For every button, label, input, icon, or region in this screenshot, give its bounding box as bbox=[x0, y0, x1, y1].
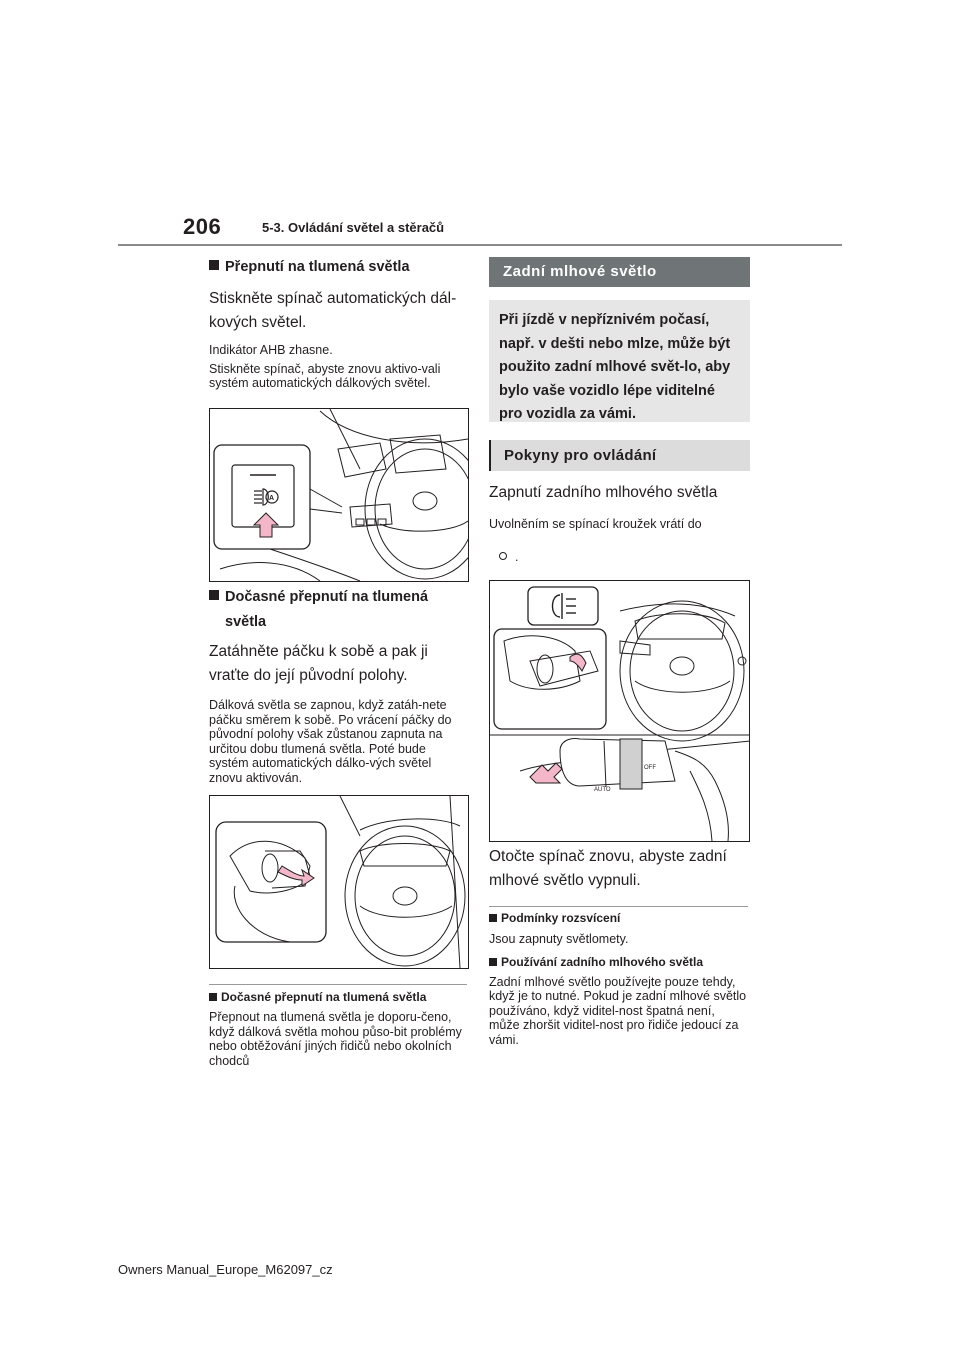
square-bullet-icon bbox=[209, 993, 217, 1001]
figure-rear-fog-switch bbox=[489, 580, 750, 842]
note-usage-body: Zadní mlhové světlo používejte pouze tehdy, když je to nutné. Pokud je zadní mlhové světlo používáno, když viditel-nost špatná není, může zhoršit viditel-nost pro řidiče jedoucí za vámi. bbox=[489, 974, 747, 1047]
square-bullet-icon bbox=[489, 914, 497, 922]
note-reactivate: Stiskněte spínač, abyste znovu aktivo-vali systém automatických dálkových světel. bbox=[209, 361, 441, 390]
instruction-pull-lever: Zatáhněte páčku k sobě a pak ji vraťte do její původní polohy. bbox=[209, 643, 428, 684]
square-bullet-icon bbox=[209, 260, 219, 270]
right-section-2 bbox=[489, 845, 747, 893]
note-high-beam-temporary: Dálková světla se zapnou, když zatáh-nete páčku směrem k sobě. Po vrácení páčky do původní polohy však zůstanou zapnuta na určitou dobu tlumená světla. Poté bude systém automatických dálko-vých světel znovu aktivován. bbox=[209, 698, 452, 785]
off-label: OFF bbox=[644, 765, 656, 771]
note-heading-conditions: Podmínky rozsvícení bbox=[489, 911, 747, 925]
svg-text:A: A bbox=[269, 495, 275, 502]
left-section-2: Dočasné přepnutí na tlumená světla Zatáhněte páčku k sobě a pak ji vraťte do její původní polohy. Dálková světla se zapnou, když zatáh-nete páčku směrem k sobě. Po vrácení páčky do původní polohy však zůstanou zapnuta na určitou dobu tlumená světla. Poté bude systém automatických dálko-vých světel znovu aktivován. bbox=[209, 586, 467, 785]
fog-switch-illustration bbox=[490, 581, 749, 841]
figure-lever-pull bbox=[209, 795, 469, 969]
header-rule bbox=[118, 244, 842, 246]
auto-label: AUTO bbox=[594, 787, 611, 793]
right-section-1 bbox=[489, 481, 747, 564]
right-notes bbox=[489, 911, 747, 1047]
note-heading: Dočasné přepnutí na tlumená světla bbox=[209, 990, 467, 1004]
page-number: 206 bbox=[183, 214, 222, 239]
square-bullet-icon bbox=[489, 958, 497, 966]
heading-temporary-low-beam: Dočasné přepnutí na tlumená bbox=[209, 586, 467, 608]
banner-rear-fog: Zadní mlhové světlo bbox=[489, 257, 750, 287]
instruction-press-switch: Stiskněte spínač automatických dál-kových světel. bbox=[209, 290, 457, 331]
note-body: Přepnout na tlumená světla je doporu-čeno, když dálková světla mohou půso-bit problémy nebo obtěžování jiných řidičů nebo okolních chodců bbox=[209, 1010, 462, 1068]
lever-illustration bbox=[210, 796, 468, 968]
banner-instructions: Pokyny pro ovládání bbox=[489, 440, 750, 471]
note-ring-return-end: . bbox=[489, 550, 747, 565]
note-rule bbox=[209, 984, 467, 985]
note-ahb-off: Indikátor AHB zhasne. bbox=[209, 343, 333, 357]
note-ring-return: Uvolněním se spínací kroužek vrátí do bbox=[489, 517, 702, 531]
square-bullet-icon bbox=[209, 590, 219, 600]
left-note bbox=[209, 990, 467, 1068]
note-rule-right bbox=[489, 906, 748, 907]
instruction-rear-fog-off: Otočte spínač znovu, abyste zadní mlhové světlo vypnuli. bbox=[489, 848, 727, 889]
heading-low-beam: Přepnutí na tlumená světla bbox=[209, 256, 467, 278]
intro-box: Při jízdě v nepříznivém počasí, např. v dešti nebo mlze, může být použito zadní mlhové svět-lo, aby bylo vaše vozidlo lépe viditelné pro vozidla za vámi. bbox=[489, 300, 750, 422]
dashboard-illustration bbox=[210, 409, 468, 581]
left-section-1 bbox=[209, 256, 467, 391]
off-position-icon bbox=[499, 552, 507, 560]
note-conditions-body: Jsou zapnuty světlomety. bbox=[489, 932, 629, 946]
section-title: 5-3. Ovládání světel a stěračů bbox=[262, 220, 445, 235]
note-heading-usage: Používání zadního mlhového světla bbox=[489, 955, 747, 969]
instruction-rear-fog-on: Zapnutí zadního mlhového světla bbox=[489, 484, 718, 501]
figure-ahb-switch bbox=[209, 408, 469, 582]
footer: Owners Manual_Europe_M62097_cz bbox=[118, 1262, 333, 1277]
